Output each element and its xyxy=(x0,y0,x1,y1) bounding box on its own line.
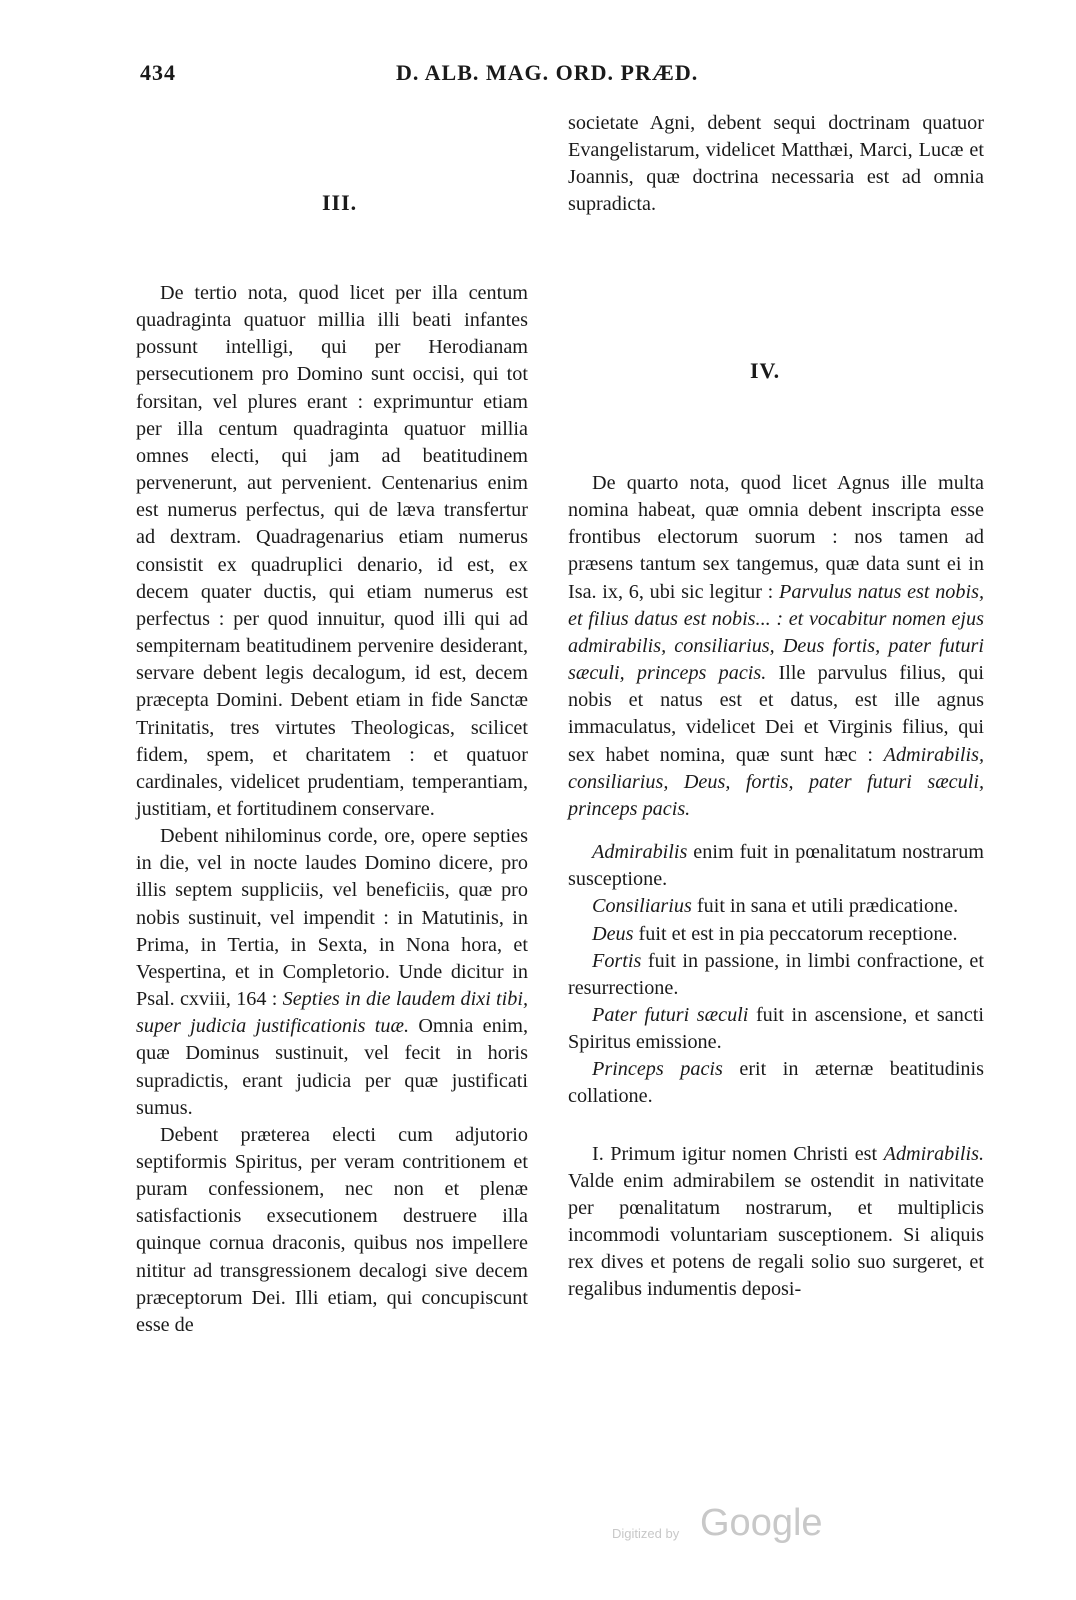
name-term: Pater futuri sæculi xyxy=(592,1003,749,1026)
name-text: fuit in sana et utili prædicatione. xyxy=(691,895,959,918)
name-text: enim fuit in pœnalitatum nostrarum susceptione. xyxy=(568,841,984,891)
name-term: Princeps pacis xyxy=(592,1058,723,1081)
name-term: Deus xyxy=(592,922,634,945)
isaiah-quote: Parvulus natus est nobis, et filius datus est nobis... : et vocabitur nomen ejus admirabilis, consiliarius, Deus fortis, pater futuri sæculi, princeps pacis. xyxy=(568,580,984,685)
watermark-small: Digitized by xyxy=(612,1526,680,1541)
section-heading-iii: III. xyxy=(322,190,358,215)
right-last-term: Admirabilis. xyxy=(883,1142,984,1165)
right-last-text-b: Valde enim admirabilem se ostendit in nativitate per pœnalitatum nostrarum, et multiplicis incommodi voluntariam susceptionem. Si aliquis rex dives et potens de regali solio suo surgeret, et regalibus indumentis deposi- xyxy=(568,1169,984,1301)
name-term: Consiliarius xyxy=(592,895,692,918)
section-heading-iv: IV. xyxy=(750,358,781,383)
page-number: 434 xyxy=(140,60,176,85)
name-term: Admirabilis xyxy=(592,841,688,864)
name-item xyxy=(568,948,984,1002)
watermark-logo: Google xyxy=(700,1502,823,1544)
right-paragraph-1 xyxy=(568,470,984,823)
name-item xyxy=(568,1056,984,1110)
right-paragraph-1-text-b: Ille parvulus filius, qui nobis et natus est et datus, est ille agnus immaculatus, videlicet Dei et Virginis filius, qui sex habet nomina, quæ sunt hæc : xyxy=(568,662,984,766)
name-item xyxy=(568,921,984,948)
right-column-top xyxy=(568,110,984,219)
name-term: Fortis xyxy=(592,949,642,972)
left-paragraph-2-text-a: Debent nihilominus corde, ore, opere septies in die, vel in nocte laudes Domino dicere, pro illis septem suppliciis, vel beneficiis, quæ pro nobis sustinuit, vel impendit : in Matutinis, in Prima, in Tertia, in Sexta, in Nona hora, et Vespertina, et in Completorio. Unde dicitur in Psal. cxviii, 164 : xyxy=(136,825,528,1011)
left-paragraph-2 xyxy=(136,823,528,1122)
name-text: fuit et est in pia peccatorum receptione. xyxy=(633,922,958,945)
left-paragraph-2-text-b: Omnia enim, quæ Dominus sustinuit, vel fecit in horis supradictis, erant judicia per quæ justificati sumus. xyxy=(136,1015,529,1119)
name-item xyxy=(568,893,984,920)
name-item xyxy=(568,1002,984,1056)
digitized-watermark xyxy=(612,1502,852,1552)
right-last-text-a: I. Primum igitur nomen Christi est xyxy=(592,1142,878,1165)
six-names: Admirabilis, consiliarius, Deus, fortis, pater futuri sæculi, princeps pacis. xyxy=(568,743,984,820)
left-column xyxy=(136,280,528,1339)
psalm-quote: Septies in die laudem dixi tibi, super judicia justificationis tuæ. xyxy=(136,988,529,1038)
left-paragraph-1: De tertio nota, quod licet per illa centum quadraginta quatuor millia illi beati infantes possunt intelligi, qui per Herodianam persecutionem pro Domino sunt occisi, qui tot forsitan, vel plures erant : exprimuntur etiam per illa centum quadraginta quatuor millia omnes electi, qui jam ad beatitudinem pervenerunt, aut pervenient. Centenarius enim est numerus perfectus, qui de læva transfertur ad dextram. Quadragenarius etiam numerus consistit ex quadruplici denario, id est, ex decem quater ductis, qui etiam numerus est perfectus : per quod innuitur, quod illi qui ad sempiternam beatitudinem pervenire desiderant, servare debent legis decalogum, id est, decem præcepta Domini. Debent etiam in fide Sanctæ Trinitatis, tres virtutes Theologicas, scilicet fidem, spem, et charitatem : et quatuor cardinales, videlicet prudentiam, temperantiam, justitiam, et fortitudinem conservare. xyxy=(136,282,528,820)
name-text: fuit in passione, in limbi confractione, et resurrectione. xyxy=(568,949,984,999)
right-continuation: societate Agni, debent sequi doctrinam quatuor Evangelistarum, videlicet Matthæi, Marci, Lucæ et Joannis, quæ doctrina necessaria est ad omnia supradicta. xyxy=(568,112,984,216)
right-column-body xyxy=(568,470,984,1304)
name-item xyxy=(568,839,984,893)
running-title: D. ALB. MAG. ORD. PRÆD. xyxy=(396,60,699,85)
page-header xyxy=(140,60,980,96)
right-paragraph-1-text-a: De quarto nota, quod licet Agnus ille multa nomina habeat, quæ omnia debent inscripta esse frontibus electorum suorum : nos tamen ad præsens tantum sex tangemus, quæ data sunt ei in Isa. ix, 6, ubi sic legitur : xyxy=(568,472,984,603)
right-paragraph-last xyxy=(568,1141,984,1304)
name-text: erit in æternæ beatitudinis collatione. xyxy=(568,1058,984,1108)
name-text: fuit in ascensione, et sancti Spiritus emissione. xyxy=(568,1003,985,1054)
left-paragraph-3: Debent præterea electi cum adjutorio septiformis Spiritus, per veram contritionem et puram confessionem, nec non et plenæ satisfactionis exsecutionem destruere illa quinque cornua draconis, quibus nos impellere nititur ad transgressionem decalogi sive decem præceptorum Dei. Illi etiam, qui concupiscunt esse de xyxy=(136,1123,528,1336)
